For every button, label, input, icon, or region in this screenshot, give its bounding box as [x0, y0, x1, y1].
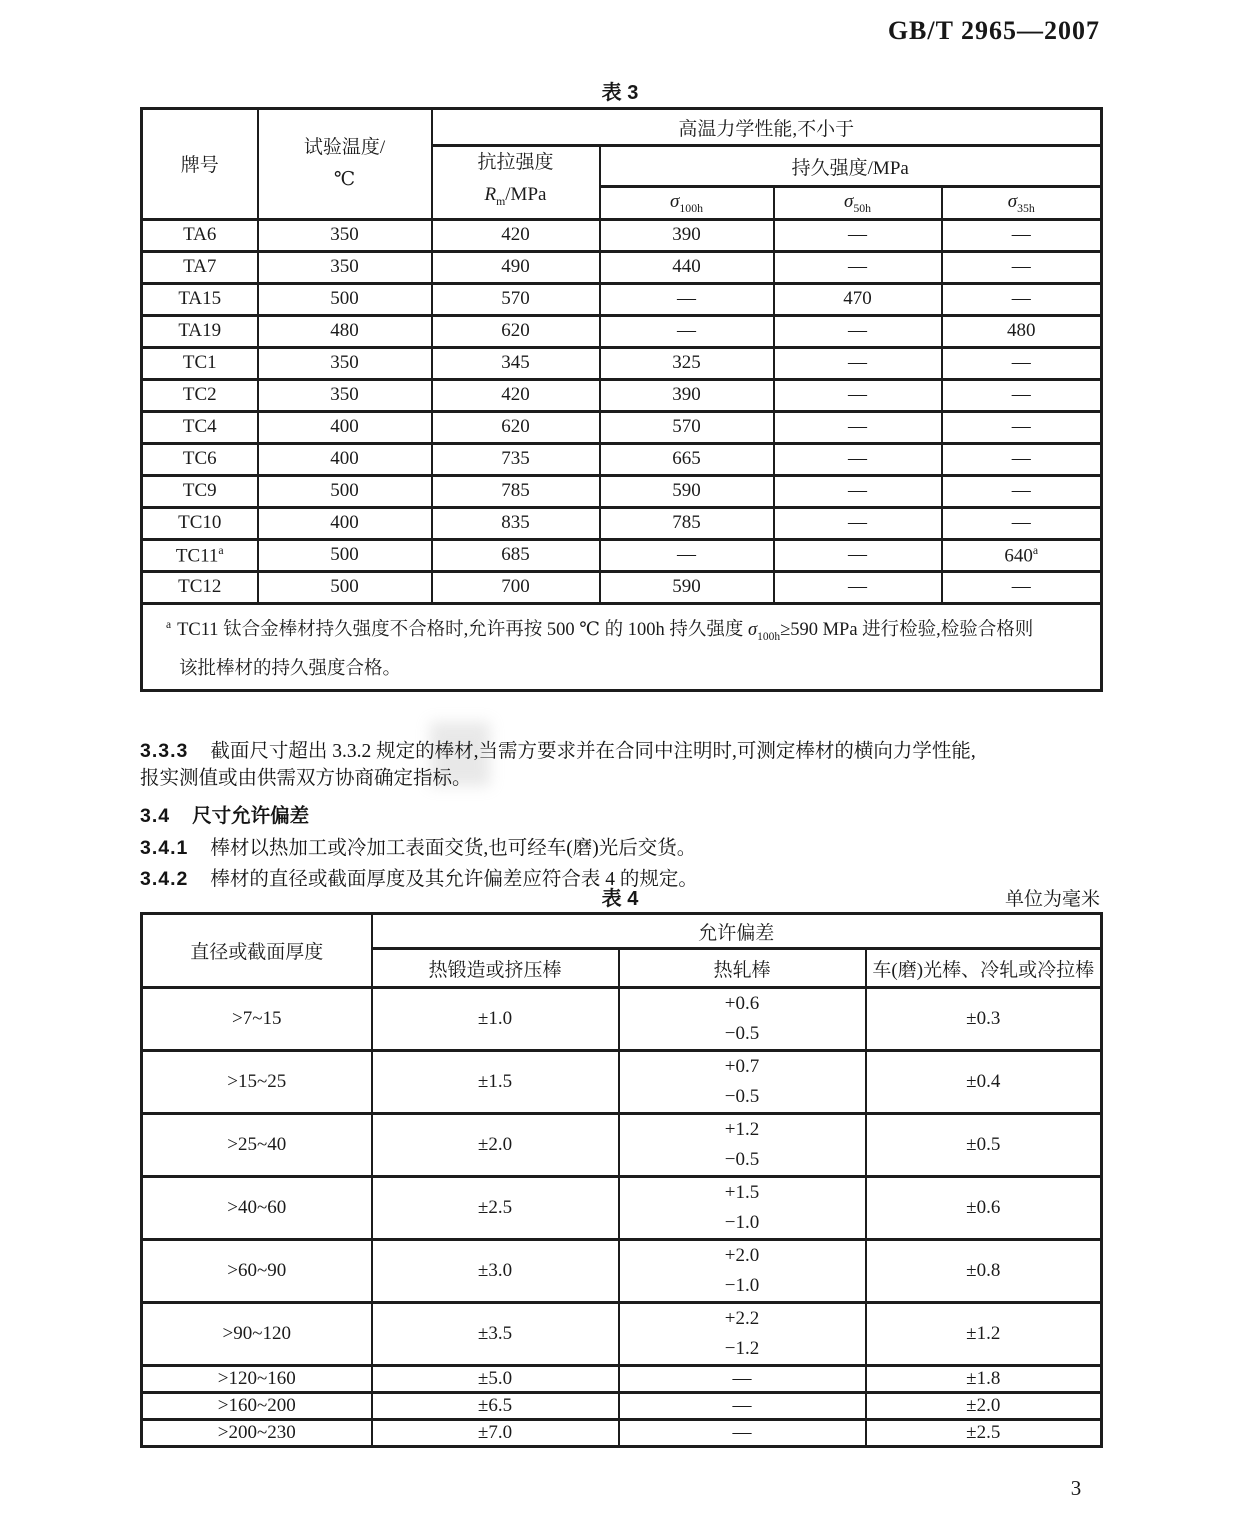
clause-number: 3.4.1	[140, 836, 189, 859]
footnote-line2: 该批棒材的持久强度合格。	[179, 658, 402, 679]
cell-temp: 400	[258, 443, 432, 475]
cell-s50: —	[774, 411, 942, 443]
table4-dimension-tolerances	[140, 912, 1103, 1448]
cell-s50: —	[774, 571, 942, 603]
cell-rm: 685	[432, 539, 600, 571]
col-header-diameter-or-thickness: 直径或截面厚度	[142, 914, 372, 988]
tolerance-line: +2.2	[724, 1308, 760, 1329]
col-header-forged-extruded-bar: 热锻造或挤压棒	[372, 949, 619, 988]
tolerance-line: −1.0	[724, 1275, 760, 1296]
cell-rolled	[619, 1051, 866, 1114]
cell-s35: —	[942, 411, 1102, 443]
table-row	[142, 315, 1102, 347]
cell-s35: —	[942, 379, 1102, 411]
clause-text-line2: 报实测值或由供需双方协商确定指标。	[140, 767, 472, 789]
clause-text-line1: 截面尺寸超出 3.3.2 规定的棒材,当需方要求并在合同中注明时,可测定棒材的横向力学性能,	[210, 740, 976, 762]
tensile-symbol: R	[484, 184, 497, 205]
cell-s100: 570	[600, 411, 774, 443]
cell-turned: ±0.6	[866, 1177, 1102, 1240]
tolerance-line: +2.0	[724, 1245, 760, 1266]
table-row	[142, 1177, 1102, 1240]
cell-rm: 835	[432, 507, 600, 539]
table-row	[142, 1366, 1102, 1393]
cell-range: >15~25	[142, 1051, 372, 1114]
cell-forged: ±2.5	[372, 1177, 619, 1240]
tolerance-line: +0.7	[724, 1056, 760, 1077]
col-header-sigma-35h	[942, 187, 1102, 220]
cell-rm: 620	[432, 315, 600, 347]
cell-grade: TA15	[142, 283, 258, 315]
tensile-label: 抗拉强度	[477, 152, 554, 173]
table4-caption: 表 4	[601, 888, 639, 910]
table-row	[142, 1240, 1102, 1303]
cell-s35: —	[942, 283, 1102, 315]
table-row	[142, 1420, 1102, 1447]
table-row	[142, 507, 1102, 539]
unit-note: 单位为毫米	[1004, 889, 1100, 910]
clause-number: 3.4.2	[140, 867, 189, 890]
tolerance-line: −1.0	[724, 1212, 760, 1233]
cell-turned: ±0.5	[866, 1114, 1102, 1177]
cell-grade: TC4	[142, 411, 258, 443]
cell-temp: 500	[258, 475, 432, 507]
clause-3-4-1	[140, 835, 1125, 862]
cell-s35: —	[942, 347, 1102, 379]
cell-grade: TC9	[142, 475, 258, 507]
cell-rm: 490	[432, 251, 600, 283]
table-row	[142, 443, 1102, 475]
cell-s35: —	[942, 475, 1102, 507]
footnote-sigma: σ	[748, 619, 758, 640]
cell-s35: 640$^a$	[942, 539, 1102, 571]
cell-range: >120~160	[142, 1366, 372, 1393]
table-row	[142, 347, 1102, 379]
col-header-grade: 牌号	[142, 109, 258, 220]
cell-s100: 785	[600, 507, 774, 539]
cell-turned: ±2.0	[866, 1393, 1102, 1420]
cell-forged: ±3.5	[372, 1303, 619, 1366]
cell-s50: 470	[774, 283, 942, 315]
sigma-sub: 100h	[679, 201, 703, 215]
table-row	[142, 988, 1102, 1051]
cell-s50: —	[774, 219, 942, 251]
cell-s50: —	[774, 539, 942, 571]
cell-grade: TC12	[142, 571, 258, 603]
footnote-sigma-sub: 100h	[757, 630, 781, 643]
cell-s50: —	[774, 507, 942, 539]
cell-range: >160~200	[142, 1393, 372, 1420]
col-group-endurance-strength: 持久强度/MPa	[600, 146, 1102, 187]
cell-rolled	[619, 988, 866, 1051]
cell-turned: ±1.8	[866, 1366, 1102, 1393]
col-group-allowed-deviation: 允许偏差	[372, 914, 1102, 949]
cell-turned: ±2.5	[866, 1420, 1102, 1447]
cell-s100: 590	[600, 475, 774, 507]
table3-header	[142, 109, 1102, 220]
col-header-tensile-strength	[432, 146, 600, 220]
cell-forged: ±2.0	[372, 1114, 619, 1177]
tolerance-line: +0.6	[724, 993, 760, 1014]
tolerance-line: −0.5	[724, 1149, 760, 1170]
cell-s50: —	[774, 315, 942, 347]
tolerance-line: −0.5	[724, 1023, 760, 1044]
cell-rm: 345	[432, 347, 600, 379]
clause-title: 尺寸允许偏差	[192, 804, 310, 827]
cell-s35: 480	[942, 315, 1102, 347]
cell-s50: —	[774, 251, 942, 283]
cell-s35: —	[942, 443, 1102, 475]
cell-s100: —	[600, 283, 774, 315]
col-header-sigma-100h	[600, 187, 774, 220]
cell-grade: TC1	[142, 347, 258, 379]
tensile-unit: /MPa	[505, 184, 547, 205]
tolerance-line: −1.2	[724, 1338, 760, 1359]
cell-s50: —	[774, 347, 942, 379]
cell-forged: ±1.5	[372, 1051, 619, 1114]
cell-s35: —	[942, 251, 1102, 283]
table3-high-temp-properties	[140, 107, 1103, 692]
cell-rm: 420	[432, 219, 600, 251]
clause-3-3-3	[140, 738, 1125, 792]
cell-rolled	[619, 1177, 866, 1240]
tolerance-line: −0.5	[724, 1086, 760, 1107]
cell-s100: —	[600, 315, 774, 347]
tolerance-line: +1.5	[724, 1182, 760, 1203]
cell-s35: —	[942, 571, 1102, 603]
cell-rolled: —	[619, 1393, 866, 1420]
table-header-row	[142, 109, 1102, 146]
cell-s100: 590	[600, 571, 774, 603]
cell-s100: 440	[600, 251, 774, 283]
cell-forged: ±6.5	[372, 1393, 619, 1420]
footnote-row	[142, 603, 1102, 690]
superscript-marker: a	[218, 543, 224, 557]
footnote-text-1: TC11 钛合金棒材持久强度不合格时,允许再按 500 ℃ 的 100h 持久强度	[177, 619, 748, 640]
cell-temp: 350	[258, 379, 432, 411]
clause-text: 棒材的直径或截面厚度及其允许偏差应符合表 4 的规定。	[210, 868, 698, 890]
cell-grade: TC6	[142, 443, 258, 475]
footnote-marker: a	[166, 618, 172, 631]
sigma-sub: 35h	[1017, 201, 1035, 215]
cell-temp: 480	[258, 315, 432, 347]
table-header-row	[142, 914, 1102, 949]
temp-label-line2: ℃	[333, 168, 356, 190]
clause-3-4-heading	[140, 803, 1125, 830]
table-row	[142, 539, 1102, 571]
cell-rm: 735	[432, 443, 600, 475]
cell-s100: 325	[600, 347, 774, 379]
col-group-high-temp-properties: 高温力学性能,不小于	[432, 109, 1102, 146]
cell-temp: 400	[258, 411, 432, 443]
footnote-text-2: ≥590 MPa 进行检验,检验合格则	[780, 619, 1034, 640]
cell-rolled	[619, 1240, 866, 1303]
clause-number: 3.4	[140, 804, 171, 827]
cell-turned: ±0.8	[866, 1240, 1102, 1303]
cell-temp: 400	[258, 507, 432, 539]
col-header-turned-ground-cold-bar: 车(磨)光棒、冷轧或冷拉棒	[866, 949, 1102, 988]
table4-body	[142, 988, 1102, 1447]
cell-forged: ±1.0	[372, 988, 619, 1051]
cell-range: >90~120	[142, 1303, 372, 1366]
cell-grade: TC11$^a$	[142, 539, 258, 571]
cell-temp: 350	[258, 347, 432, 379]
clause-number: 3.3.3	[140, 739, 189, 762]
cell-s50: —	[774, 443, 942, 475]
cell-s50: —	[774, 475, 942, 507]
cell-grade: TA19	[142, 315, 258, 347]
cell-rolled	[619, 1114, 866, 1177]
temp-label-line1: 试验温度/	[303, 136, 386, 158]
cell-rolled	[619, 1303, 866, 1366]
cell-temp: 350	[258, 219, 432, 251]
cell-grade: TA7	[142, 251, 258, 283]
cell-range: >25~40	[142, 1114, 372, 1177]
cell-temp: 500	[258, 571, 432, 603]
cell-temp: 500	[258, 539, 432, 571]
cell-grade: TA6	[142, 219, 258, 251]
cell-forged: ±3.0	[372, 1240, 619, 1303]
tensile-symbol-sub: m	[496, 194, 506, 208]
cell-rolled: —	[619, 1420, 866, 1447]
cell-rm: 785	[432, 475, 600, 507]
table-row	[142, 219, 1102, 251]
table-row	[142, 379, 1102, 411]
cell-forged: ±5.0	[372, 1366, 619, 1393]
cell-s50: —	[774, 379, 942, 411]
sigma-symbol: σ	[843, 190, 854, 212]
sigma-sub: 50h	[853, 201, 872, 215]
table-row	[142, 251, 1102, 283]
cell-rm: 570	[432, 283, 600, 315]
cell-range: >200~230	[142, 1420, 372, 1447]
cell-grade: TC2	[142, 379, 258, 411]
sigma-symbol: σ	[1007, 190, 1018, 212]
table-row	[142, 1303, 1102, 1366]
table-row	[142, 411, 1102, 443]
cell-forged: ±7.0	[372, 1420, 619, 1447]
cell-range: >7~15	[142, 988, 372, 1051]
cell-rm: 700	[432, 571, 600, 603]
table3-body	[142, 219, 1102, 603]
cell-temp: 500	[258, 283, 432, 315]
cell-turned: ±0.4	[866, 1051, 1102, 1114]
page-number: 3	[1070, 1476, 1082, 1500]
cell-s35: —	[942, 219, 1102, 251]
table3-footnote	[142, 603, 1102, 690]
cell-s100: —	[600, 539, 774, 571]
cell-s35: —	[942, 507, 1102, 539]
cell-temp: 350	[258, 251, 432, 283]
col-header-sigma-50h	[774, 187, 942, 220]
cell-rm: 420	[432, 379, 600, 411]
clause-text: 棒材以热加工或冷加工表面交货,也可经车(磨)光后交货。	[210, 837, 697, 859]
cell-turned: ±1.2	[866, 1303, 1102, 1366]
cell-turned: ±0.3	[866, 988, 1102, 1051]
table4-header	[142, 914, 1102, 988]
table-row	[142, 1051, 1102, 1114]
cell-s100: 390	[600, 379, 774, 411]
cell-s100: 390	[600, 219, 774, 251]
table-row	[142, 283, 1102, 315]
standard-code: GB/T 2965—2007	[887, 16, 1100, 45]
superscript-marker: a	[1032, 543, 1039, 557]
cell-s100: 665	[600, 443, 774, 475]
table-row	[142, 1114, 1102, 1177]
table-row	[142, 571, 1102, 603]
col-header-hot-rolled-bar: 热轧棒	[619, 949, 866, 988]
cell-range: >60~90	[142, 1240, 372, 1303]
table-row	[142, 475, 1102, 507]
cell-range: >40~60	[142, 1177, 372, 1240]
table3-footnote-section	[142, 603, 1102, 690]
table3-caption: 表 3	[601, 82, 639, 104]
sigma-symbol: σ	[670, 190, 680, 212]
cell-rm: 620	[432, 411, 600, 443]
table-row	[142, 1393, 1102, 1420]
cell-grade: TC10	[142, 507, 258, 539]
cell-rolled: —	[619, 1366, 866, 1393]
col-header-test-temperature	[258, 109, 432, 220]
tolerance-line: +1.2	[724, 1119, 760, 1140]
